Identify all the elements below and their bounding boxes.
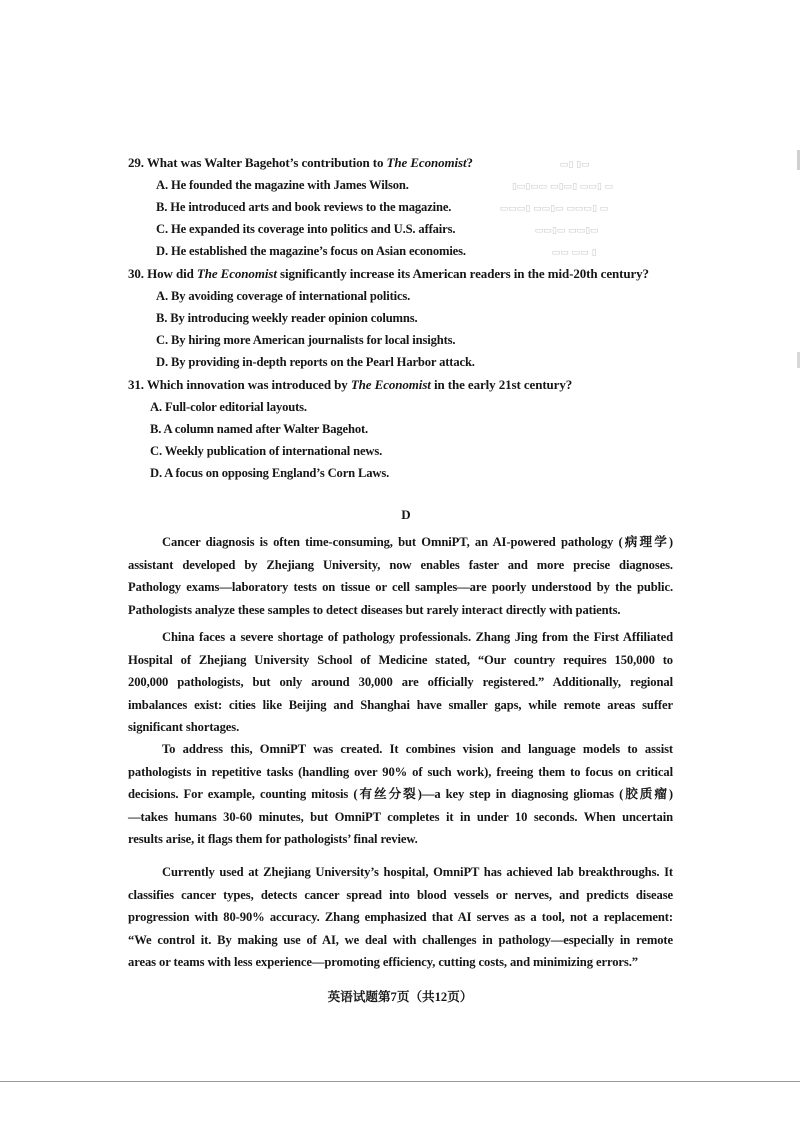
question-29-option-d[interactable]: D. He established the magazine’s focus on Asian economies. bbox=[156, 244, 466, 258]
passage-line: “We control it. By making use of AI, we deal with challenges in pathology—especially in remote bbox=[128, 932, 673, 947]
bleed-through-artifact: ▭▯▭▭ ▭▯▭▭ bbox=[535, 226, 599, 236]
bleed-through-artifact: ▭ ▯▭▭▭ ▭▯▭▭ ▯▭▭▭ bbox=[500, 204, 609, 214]
bleed-through-artifact: ▯ ▭▭ ▭▭ bbox=[552, 248, 597, 258]
passage-line: —takes humans 30-60 minutes, but OmniPT completes it in under 10 seconds. When uncertain bbox=[128, 809, 673, 824]
passage-heading: D bbox=[401, 507, 411, 522]
passage-line: decisions. For example, counting mitosis (有丝分裂)—a key step in diagnosing gliomas (胶质瘤) bbox=[128, 787, 673, 801]
passage-line: significant shortages. bbox=[128, 720, 240, 734]
passage-line: 200,000 pathologists, but only around 30,000 are officially registered.” Additionally, regional bbox=[128, 675, 673, 689]
passage-paragraph-2 bbox=[128, 626, 673, 739]
passage-line: Cancer diagnosis is often time-consuming, but OmniPT, an AI-powered pathology (病理学) bbox=[162, 535, 673, 549]
question-30-option-a[interactable]: A. By avoiding coverage of international politics. bbox=[156, 289, 411, 303]
question-29-option-b[interactable]: B. He introduced arts and book reviews to the magazine. bbox=[156, 200, 452, 214]
passage-line: Hospital of Zhejiang University School of Medicine stated, “Our country requires 150,000 to bbox=[128, 652, 673, 667]
page-bottom-rule bbox=[0, 1081, 800, 1082]
question-29-option-c[interactable]: C. He expanded its coverage into politics and U.S. affairs. bbox=[156, 222, 456, 236]
question-31-stem: 31. Which innovation was introduced by The Economist in the early 21st century? bbox=[128, 377, 573, 392]
passage-line: China faces a severe shortage of pathology professionals. Zhang Jing from the First Affiliated bbox=[162, 630, 673, 644]
passage-line: imbalances exist: cities like Beijing and Shanghai have smaller gaps, while remote areas suffer bbox=[128, 697, 673, 712]
passage-line: Pathologists analyze these samples to detect diseases but rarely interact directly with patients. bbox=[128, 602, 621, 617]
passage-line: assistant developed by Zhejiang University, now enables faster and more precise diagnoses. bbox=[128, 557, 673, 572]
question-30-option-c[interactable]: C. By hiring more American journalists for local insights. bbox=[156, 333, 456, 347]
passage-line: areas or teams with less experience—promoting efficiency, cutting costs, and minimizing errors.” bbox=[128, 955, 638, 969]
passage-line: To address this, OmniPT was created. It combines vision and language models to assist bbox=[162, 742, 673, 756]
passage-paragraph-1 bbox=[128, 531, 673, 621]
passage-line: Pathology exams—laboratory tests on tissue or cell samples—are poorly understood by the public. bbox=[128, 580, 673, 594]
question-31-option-d[interactable]: D. A focus on opposing England’s Corn Laws. bbox=[150, 466, 390, 480]
passage-line: results arise, it flags them for pathologists’ final review. bbox=[128, 832, 418, 846]
passage-paragraph-4 bbox=[128, 861, 673, 974]
question-31-option-c[interactable]: C. Weekly publication of international news. bbox=[150, 444, 383, 458]
passage-paragraph-3 bbox=[128, 738, 673, 851]
question-31-option-a[interactable]: A. Full-color editorial layouts. bbox=[150, 400, 307, 414]
bleed-through-artifact: ▭▯ ▯▭ bbox=[560, 160, 590, 170]
question-31-option-b[interactable]: B. A column named after Walter Bagehot. bbox=[150, 422, 369, 436]
question-29-option-a[interactable]: A. He founded the magazine with James Wilson. bbox=[156, 178, 409, 192]
question-30-stem: 30. How did The Economist significantly increase its American readers in the mid-20th century? bbox=[128, 266, 649, 281]
passage-line: classifies cancer types, detects cancer spread into blood vessels or nerves, and predicts disease bbox=[128, 887, 673, 902]
bleed-through-artifact: ▭ ▯▭▭ ▯▭▯▭ ▭▭▯▭▯ bbox=[512, 182, 614, 192]
passage-line: Currently used at Zhejiang University’s hospital, OmniPT has achieved lab breakthroughs. It bbox=[162, 865, 673, 879]
question-30-option-d[interactable]: D. By providing in-depth reports on the Pearl Harbor attack. bbox=[156, 355, 475, 369]
question-30-option-b[interactable]: B. By introducing weekly reader opinion columns. bbox=[156, 311, 418, 325]
page-footer: 英语试题第7页（共12页） bbox=[327, 990, 473, 1004]
question-29-stem: 29. What was Walter Bagehot’s contribution to The Economist? bbox=[128, 155, 473, 170]
passage-line: pathologists in repetitive tasks (handling over 90% of such work), freeing them to focus on critical bbox=[128, 764, 673, 779]
passage-line: progression with 80-90% accuracy. Zhang emphasized that AI serves as a tool, not a replacement: bbox=[128, 910, 673, 924]
